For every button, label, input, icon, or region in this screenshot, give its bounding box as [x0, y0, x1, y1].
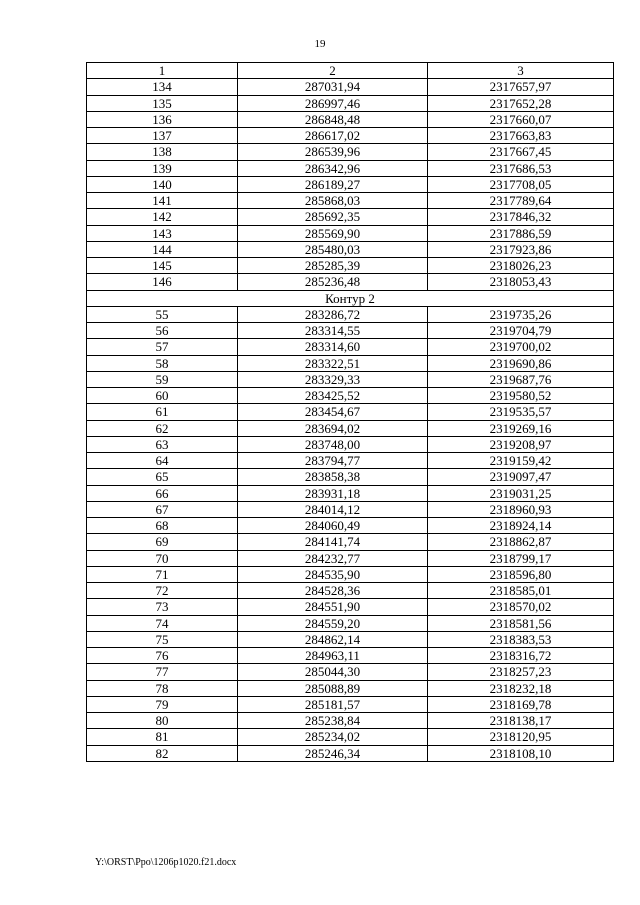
- cell-x-coordinate: 285236,48: [238, 274, 428, 290]
- cell-point-number: 142: [87, 209, 238, 225]
- cell-x-coordinate: 283794,77: [238, 453, 428, 469]
- table-row: [87, 501, 614, 517]
- cell-y-coordinate: 2319690,86: [428, 355, 614, 371]
- section-title: Контур 2: [87, 290, 614, 306]
- cell-x-coordinate: 286617,02: [238, 128, 428, 144]
- table-row: [87, 225, 614, 241]
- cell-y-coordinate: 2318138,17: [428, 713, 614, 729]
- table-row: [87, 631, 614, 647]
- cell-point-number: 79: [87, 696, 238, 712]
- page-number: 19: [314, 38, 326, 50]
- table-row: [87, 469, 614, 485]
- cell-x-coordinate: 285181,57: [238, 696, 428, 712]
- cell-x-coordinate: 283322,51: [238, 355, 428, 371]
- cell-y-coordinate: 2318570,02: [428, 599, 614, 615]
- cell-x-coordinate: 285246,34: [238, 745, 428, 761]
- cell-x-coordinate: 284862,14: [238, 631, 428, 647]
- cell-point-number: 58: [87, 355, 238, 371]
- table-row: [87, 95, 614, 111]
- cell-y-coordinate: 2319580,52: [428, 388, 614, 404]
- cell-x-coordinate: 285692,35: [238, 209, 428, 225]
- cell-y-coordinate: 2318383,53: [428, 631, 614, 647]
- table-row: [87, 485, 614, 501]
- cell-y-coordinate: 2318924,14: [428, 518, 614, 534]
- cell-x-coordinate: 284141,74: [238, 534, 428, 550]
- cell-point-number: 75: [87, 631, 238, 647]
- cell-point-number: 139: [87, 160, 238, 176]
- cell-x-coordinate: 284963,11: [238, 648, 428, 664]
- table-row: [87, 258, 614, 274]
- table-row: [87, 176, 614, 192]
- cell-point-number: 70: [87, 550, 238, 566]
- table-row: [87, 404, 614, 420]
- cell-y-coordinate: 2317663,83: [428, 128, 614, 144]
- table-row: [87, 664, 614, 680]
- cell-y-coordinate: 2317923,86: [428, 241, 614, 257]
- cell-point-number: 62: [87, 420, 238, 436]
- cell-x-coordinate: 283314,60: [238, 339, 428, 355]
- cell-point-number: 81: [87, 729, 238, 745]
- cell-y-coordinate: 2318120,95: [428, 729, 614, 745]
- cell-point-number: 80: [87, 713, 238, 729]
- cell-x-coordinate: 286539,96: [238, 144, 428, 160]
- table-header-row: [87, 63, 614, 79]
- cell-x-coordinate: 286848,48: [238, 111, 428, 127]
- table-row: [87, 274, 614, 290]
- cell-point-number: 64: [87, 453, 238, 469]
- cell-point-number: 143: [87, 225, 238, 241]
- table-row: [87, 713, 614, 729]
- cell-x-coordinate: 283694,02: [238, 420, 428, 436]
- cell-point-number: 136: [87, 111, 238, 127]
- cell-point-number: 72: [87, 583, 238, 599]
- table-row: [87, 599, 614, 615]
- cell-y-coordinate: 2317657,97: [428, 79, 614, 95]
- cell-point-number: 82: [87, 745, 238, 761]
- cell-x-coordinate: 283314,55: [238, 323, 428, 339]
- cell-y-coordinate: 2319269,16: [428, 420, 614, 436]
- cell-y-coordinate: 2318585,01: [428, 583, 614, 599]
- cell-point-number: 74: [87, 615, 238, 631]
- cell-point-number: 141: [87, 193, 238, 209]
- table-row: [87, 193, 614, 209]
- cell-x-coordinate: 283454,67: [238, 404, 428, 420]
- cell-point-number: 140: [87, 176, 238, 192]
- cell-y-coordinate: 2318026,23: [428, 258, 614, 274]
- cell-y-coordinate: 2317708,05: [428, 176, 614, 192]
- table-row: [87, 436, 614, 452]
- table-row: [87, 323, 614, 339]
- table-row: [87, 420, 614, 436]
- cell-y-coordinate: 2319700,02: [428, 339, 614, 355]
- table-row: [87, 534, 614, 550]
- table-row: [87, 371, 614, 387]
- table-row: [87, 745, 614, 761]
- cell-y-coordinate: 2318596,80: [428, 566, 614, 582]
- cell-y-coordinate: 2318169,78: [428, 696, 614, 712]
- table-row: [87, 648, 614, 664]
- cell-point-number: 78: [87, 680, 238, 696]
- cell-y-coordinate: 2318316,72: [428, 648, 614, 664]
- table-row: [87, 160, 614, 176]
- cell-point-number: 57: [87, 339, 238, 355]
- cell-x-coordinate: 285088,89: [238, 680, 428, 696]
- table-row: [87, 241, 614, 257]
- cell-y-coordinate: 2317846,32: [428, 209, 614, 225]
- cell-x-coordinate: 284535,90: [238, 566, 428, 582]
- cell-y-coordinate: 2319031,25: [428, 485, 614, 501]
- cell-y-coordinate: 2317789,64: [428, 193, 614, 209]
- cell-point-number: 77: [87, 664, 238, 680]
- cell-x-coordinate: 285234,02: [238, 729, 428, 745]
- table-row: [87, 79, 614, 95]
- table-row: [87, 339, 614, 355]
- cell-x-coordinate: 285569,90: [238, 225, 428, 241]
- cell-point-number: 61: [87, 404, 238, 420]
- coordinates-table: [86, 62, 614, 762]
- cell-x-coordinate: 285044,30: [238, 664, 428, 680]
- cell-y-coordinate: 2319208,97: [428, 436, 614, 452]
- cell-point-number: 55: [87, 306, 238, 322]
- cell-y-coordinate: 2319687,76: [428, 371, 614, 387]
- table-row: [87, 355, 614, 371]
- table-row: [87, 306, 614, 322]
- cell-y-coordinate: 2318960,93: [428, 501, 614, 517]
- cell-point-number: 68: [87, 518, 238, 534]
- cell-point-number: 145: [87, 258, 238, 274]
- cell-x-coordinate: 284559,20: [238, 615, 428, 631]
- cell-x-coordinate: 283748,00: [238, 436, 428, 452]
- cell-point-number: 65: [87, 469, 238, 485]
- table-row: [87, 128, 614, 144]
- table-row: [87, 550, 614, 566]
- coordinates-table-body: [87, 63, 614, 762]
- cell-y-coordinate: 2318257,23: [428, 664, 614, 680]
- cell-point-number: 63: [87, 436, 238, 452]
- section-title-row: [87, 290, 614, 306]
- cell-point-number: 134: [87, 79, 238, 95]
- table-row: [87, 144, 614, 160]
- cell-y-coordinate: 2319097,47: [428, 469, 614, 485]
- cell-point-number: 60: [87, 388, 238, 404]
- cell-x-coordinate: 283329,33: [238, 371, 428, 387]
- footer-file-path: Y:\ORST\Ppo\1206p1020.f21.docx: [95, 857, 237, 868]
- cell-y-coordinate: 2317686,53: [428, 160, 614, 176]
- column-header-x: 2: [238, 63, 428, 79]
- cell-point-number: 73: [87, 599, 238, 615]
- cell-x-coordinate: 284528,36: [238, 583, 428, 599]
- cell-y-coordinate: 2317886,59: [428, 225, 614, 241]
- cell-y-coordinate: 2318108,10: [428, 745, 614, 761]
- cell-x-coordinate: 283286,72: [238, 306, 428, 322]
- cell-point-number: 146: [87, 274, 238, 290]
- cell-point-number: 59: [87, 371, 238, 387]
- table-row: [87, 729, 614, 745]
- cell-y-coordinate: 2318053,43: [428, 274, 614, 290]
- table-row: [87, 111, 614, 127]
- cell-x-coordinate: 283425,52: [238, 388, 428, 404]
- cell-y-coordinate: 2318862,87: [428, 534, 614, 550]
- cell-x-coordinate: 285238,84: [238, 713, 428, 729]
- column-header-y: 3: [428, 63, 614, 79]
- table-row: [87, 615, 614, 631]
- cell-point-number: 135: [87, 95, 238, 111]
- table-row: [87, 518, 614, 534]
- table-row: [87, 566, 614, 582]
- cell-x-coordinate: 286342,96: [238, 160, 428, 176]
- cell-x-coordinate: 285480,03: [238, 241, 428, 257]
- cell-point-number: 66: [87, 485, 238, 501]
- cell-x-coordinate: 284060,49: [238, 518, 428, 534]
- cell-x-coordinate: 285868,03: [238, 193, 428, 209]
- table-row: [87, 453, 614, 469]
- cell-x-coordinate: 283858,38: [238, 469, 428, 485]
- cell-x-coordinate: 283931,18: [238, 485, 428, 501]
- table-row: [87, 388, 614, 404]
- cell-y-coordinate: 2317667,45: [428, 144, 614, 160]
- cell-y-coordinate: 2318581,56: [428, 615, 614, 631]
- cell-x-coordinate: 286189,27: [238, 176, 428, 192]
- cell-point-number: 137: [87, 128, 238, 144]
- cell-y-coordinate: 2318232,18: [428, 680, 614, 696]
- cell-y-coordinate: 2319735,26: [428, 306, 614, 322]
- cell-x-coordinate: 284551,90: [238, 599, 428, 615]
- column-header-point-number: 1: [87, 63, 238, 79]
- cell-y-coordinate: 2317660,07: [428, 111, 614, 127]
- cell-y-coordinate: 2318799,17: [428, 550, 614, 566]
- cell-point-number: 138: [87, 144, 238, 160]
- cell-point-number: 144: [87, 241, 238, 257]
- cell-x-coordinate: 284014,12: [238, 501, 428, 517]
- cell-point-number: 76: [87, 648, 238, 664]
- table-row: [87, 680, 614, 696]
- table-row: [87, 696, 614, 712]
- cell-point-number: 71: [87, 566, 238, 582]
- cell-x-coordinate: 286997,46: [238, 95, 428, 111]
- cell-y-coordinate: 2319159,42: [428, 453, 614, 469]
- cell-y-coordinate: 2319535,57: [428, 404, 614, 420]
- table-row: [87, 209, 614, 225]
- cell-y-coordinate: 2319704,79: [428, 323, 614, 339]
- cell-x-coordinate: 287031,94: [238, 79, 428, 95]
- cell-y-coordinate: 2317652,28: [428, 95, 614, 111]
- cell-point-number: 69: [87, 534, 238, 550]
- table-row: [87, 583, 614, 599]
- cell-point-number: 67: [87, 501, 238, 517]
- cell-x-coordinate: 285285,39: [238, 258, 428, 274]
- cell-point-number: 56: [87, 323, 238, 339]
- cell-x-coordinate: 284232,77: [238, 550, 428, 566]
